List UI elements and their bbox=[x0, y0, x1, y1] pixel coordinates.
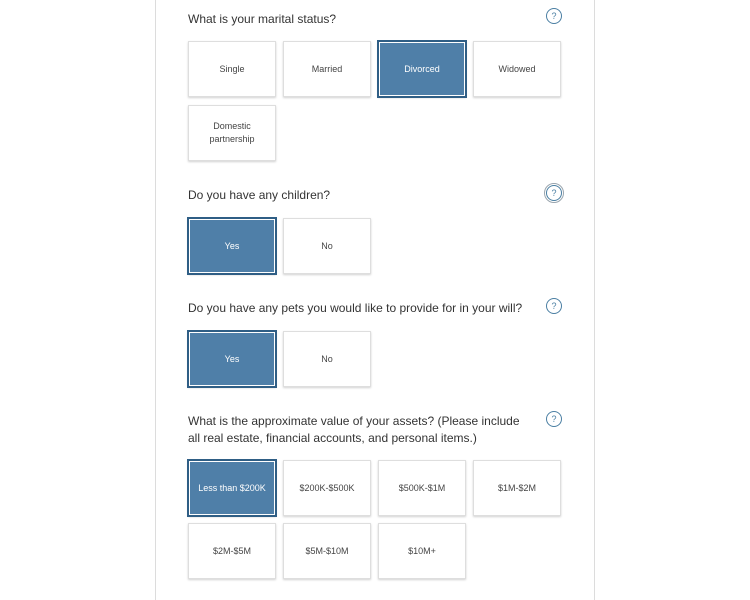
option-2m-5m[interactable]: $2M-$5M bbox=[188, 523, 276, 579]
option-children-no[interactable]: No bbox=[283, 218, 371, 274]
option-married[interactable]: Married bbox=[283, 41, 371, 97]
option-children-yes[interactable]: Yes bbox=[188, 218, 276, 274]
option-pets-yes[interactable]: Yes bbox=[188, 331, 276, 387]
help-icon[interactable]: ? bbox=[546, 411, 562, 427]
option-divorced[interactable]: Divorced bbox=[378, 41, 466, 97]
help-icon[interactable]: ? bbox=[546, 298, 562, 314]
option-single[interactable]: Single bbox=[188, 41, 276, 97]
help-icon[interactable]: ? bbox=[546, 185, 562, 201]
option-5m-10m[interactable]: $5M-$10M bbox=[283, 523, 371, 579]
question-children: Do you have any children? bbox=[188, 188, 331, 202]
option-1m-2m[interactable]: $1M-$2M bbox=[473, 460, 561, 516]
option-pets-no[interactable]: No bbox=[283, 331, 371, 387]
option-less-than-200k[interactable]: Less than $200K bbox=[188, 460, 276, 516]
question-marital-status: What is your marital status? bbox=[188, 12, 337, 26]
question-pets: Do you have any pets you would like to provide for in your will? bbox=[188, 301, 523, 315]
option-200k-500k[interactable]: $200K-$500K bbox=[283, 460, 371, 516]
option-10m-plus[interactable]: $10M+ bbox=[378, 523, 466, 579]
option-500k-1m[interactable]: $500K-$1M bbox=[378, 460, 466, 516]
help-icon[interactable]: ? bbox=[546, 8, 562, 24]
option-widowed[interactable]: Widowed bbox=[473, 41, 561, 97]
option-domestic-partnership[interactable]: Domestic partnership bbox=[188, 105, 276, 161]
question-assets: What is the approximate value of your assets? (Please include all real estate, financial accounts, and personal items.) bbox=[188, 414, 520, 445]
